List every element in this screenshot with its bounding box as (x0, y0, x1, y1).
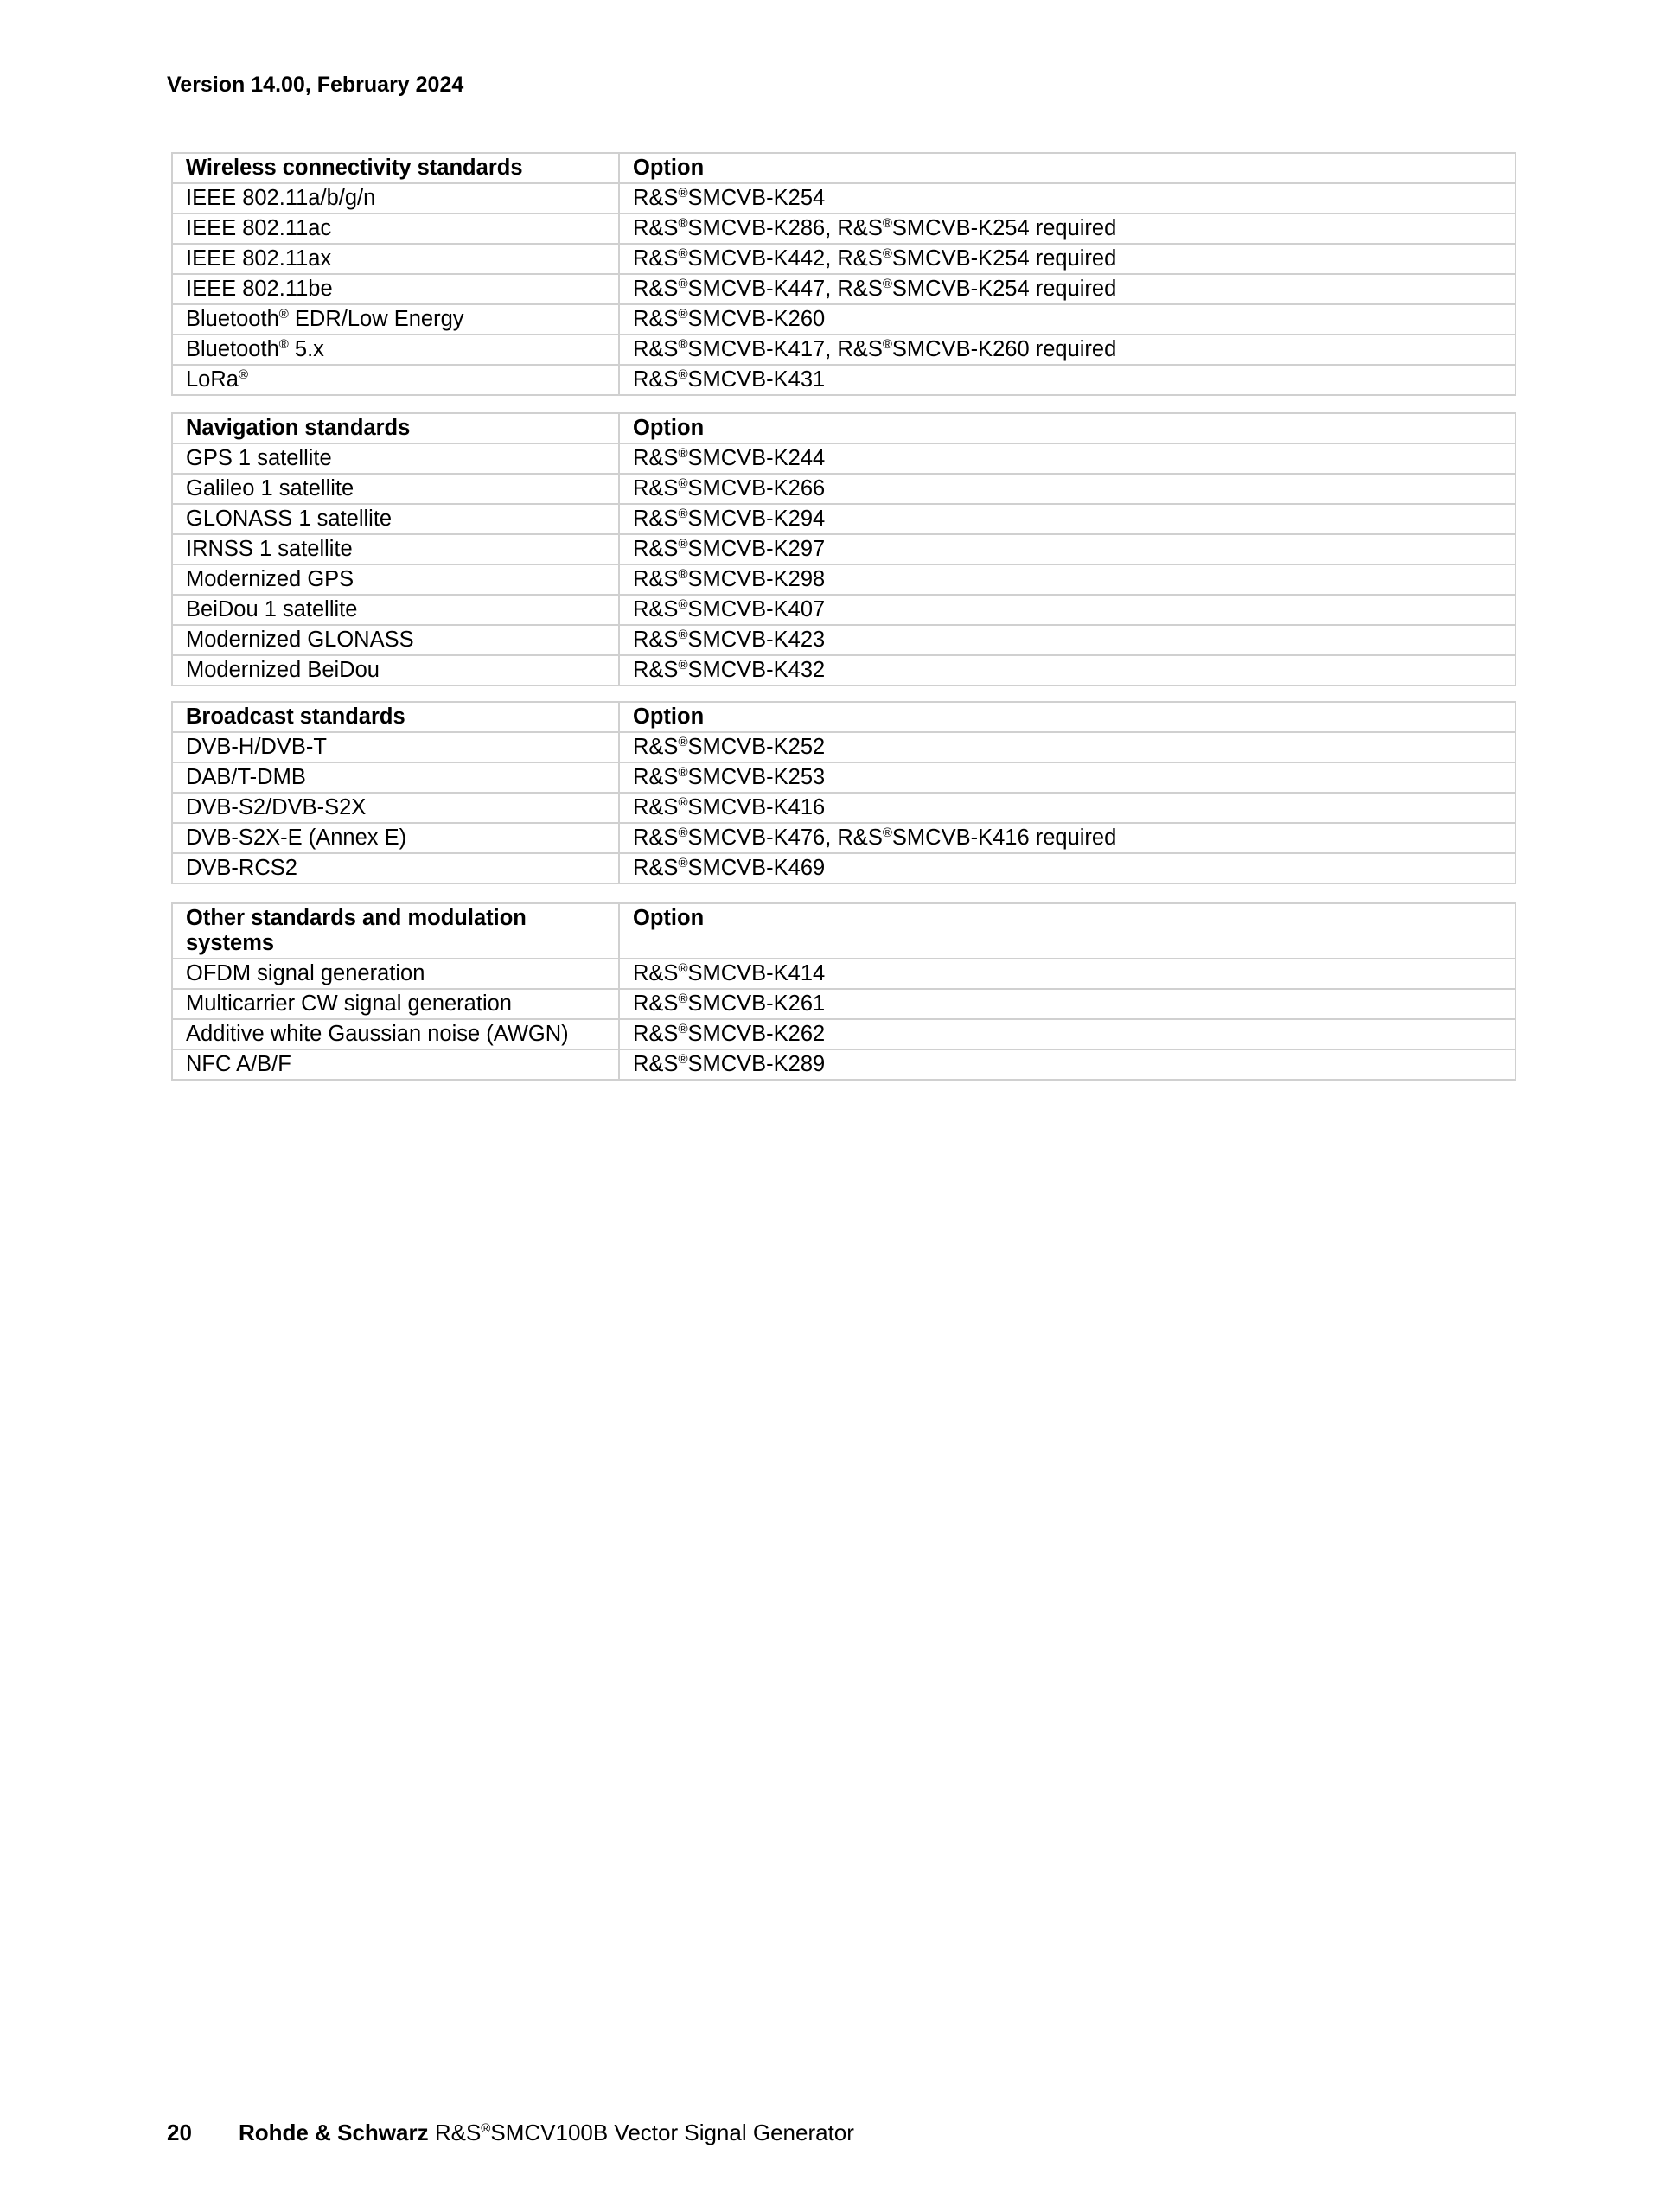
standard-cell: GPS 1 satellite (172, 443, 619, 474)
standard-cell: Multicarrier CW signal generation (172, 989, 619, 1019)
table-row (172, 534, 1516, 564)
table-row (172, 1049, 1516, 1080)
option-cell: R&S®SMCVB-K253 (619, 762, 1516, 793)
option-cell: R&S®SMCVB-K286, R&S®SMCVB-K254 required (619, 214, 1516, 244)
standard-cell: DVB-S2X-E (Annex E) (172, 823, 619, 853)
standard-cell: Bluetooth® EDR/Low Energy (172, 304, 619, 335)
option-cell: R&S®SMCVB-K423 (619, 625, 1516, 655)
standard-cell: Modernized BeiDou (172, 655, 619, 685)
table-header-standard: Wireless connectivity standards (172, 153, 619, 183)
table-row (172, 365, 1516, 395)
table-row (172, 989, 1516, 1019)
option-cell: R&S®SMCVB-K297 (619, 534, 1516, 564)
option-cell: R&S®SMCVB-K417, R&S®SMCVB-K260 required (619, 335, 1516, 365)
table-row (172, 443, 1516, 474)
table-row (172, 244, 1516, 274)
table-header-standard: Navigation standards (172, 413, 619, 443)
option-cell: R&S®SMCVB-K252 (619, 732, 1516, 762)
option-cell: R&S®SMCVB-K407 (619, 595, 1516, 625)
option-cell: R&S®SMCVB-K260 (619, 304, 1516, 335)
option-cell: R&S®SMCVB-K416 (619, 793, 1516, 823)
table-row (172, 793, 1516, 823)
standard-cell: DVB-S2/DVB-S2X (172, 793, 619, 823)
standard-cell: IEEE 802.11a/b/g/n (172, 183, 619, 214)
table-row (172, 335, 1516, 365)
standard-cell: IRNSS 1 satellite (172, 534, 619, 564)
option-cell: R&S®SMCVB-K476, R&S®SMCVB-K416 required (619, 823, 1516, 853)
option-cell: R&S®SMCVB-K447, R&S®SMCVB-K254 required (619, 274, 1516, 304)
option-cell: R&S®SMCVB-K266 (619, 474, 1516, 504)
table-row (172, 823, 1516, 853)
option-cell: R&S®SMCVB-K432 (619, 655, 1516, 685)
option-cell: R&S®SMCVB-K261 (619, 989, 1516, 1019)
option-cell: R&S®SMCVB-K431 (619, 365, 1516, 395)
table-header-option: Option (619, 903, 1516, 959)
standard-cell: Additive white Gaussian noise (AWGN) (172, 1019, 619, 1049)
standard-cell: IEEE 802.11ax (172, 244, 619, 274)
table-row (172, 474, 1516, 504)
table-row (172, 732, 1516, 762)
page-footer (167, 2120, 854, 2146)
table-header-option: Option (619, 413, 1516, 443)
wireless-standards-table (171, 152, 1516, 396)
option-cell: R&S®SMCVB-K262 (619, 1019, 1516, 1049)
standard-cell: Galileo 1 satellite (172, 474, 619, 504)
option-cell: R&S®SMCVB-K414 (619, 959, 1516, 989)
standard-cell: LoRa® (172, 365, 619, 395)
footer-product: R&S®SMCV100B Vector Signal Generator (434, 2120, 854, 2145)
option-cell: R&S®SMCVB-K244 (619, 443, 1516, 474)
table-row (172, 853, 1516, 883)
table-row (172, 274, 1516, 304)
table-header-option: Option (619, 153, 1516, 183)
page-number: 20 (167, 2120, 192, 2145)
standard-cell: DVB-H/DVB-T (172, 732, 619, 762)
table-header-option: Option (619, 702, 1516, 732)
document-version-header: Version 14.00, February 2024 (167, 73, 464, 97)
table-row (172, 504, 1516, 534)
standard-cell: OFDM signal generation (172, 959, 619, 989)
table-row (172, 214, 1516, 244)
footer-brand: Rohde & Schwarz (239, 2120, 429, 2145)
table-row (172, 655, 1516, 685)
standard-cell: BeiDou 1 satellite (172, 595, 619, 625)
standard-cell: IEEE 802.11be (172, 274, 619, 304)
table-row (172, 959, 1516, 989)
table-row (172, 625, 1516, 655)
option-cell: R&S®SMCVB-K469 (619, 853, 1516, 883)
option-cell: R&S®SMCVB-K298 (619, 564, 1516, 595)
standard-cell: Modernized GPS (172, 564, 619, 595)
table-row (172, 1019, 1516, 1049)
table-header-standard: Broadcast standards (172, 702, 619, 732)
table-header-standard: Other standards and modulation systems (172, 903, 619, 959)
standard-cell: NFC A/B/F (172, 1049, 619, 1080)
option-cell: R&S®SMCVB-K442, R&S®SMCVB-K254 required (619, 244, 1516, 274)
standard-cell: DVB-RCS2 (172, 853, 619, 883)
table-row (172, 762, 1516, 793)
table-row (172, 595, 1516, 625)
broadcast-standards-table (171, 701, 1516, 884)
option-cell: R&S®SMCVB-K289 (619, 1049, 1516, 1080)
other-standards-table (171, 902, 1516, 1081)
standard-cell: IEEE 802.11ac (172, 214, 619, 244)
standard-cell: DAB/T-DMB (172, 762, 619, 793)
option-cell: R&S®SMCVB-K254 (619, 183, 1516, 214)
option-cell: R&S®SMCVB-K294 (619, 504, 1516, 534)
table-row (172, 564, 1516, 595)
standard-cell: Modernized GLONASS (172, 625, 619, 655)
navigation-standards-table (171, 412, 1516, 686)
standard-cell: GLONASS 1 satellite (172, 504, 619, 534)
table-row (172, 183, 1516, 214)
standard-cell: Bluetooth® 5.x (172, 335, 619, 365)
table-row (172, 304, 1516, 335)
